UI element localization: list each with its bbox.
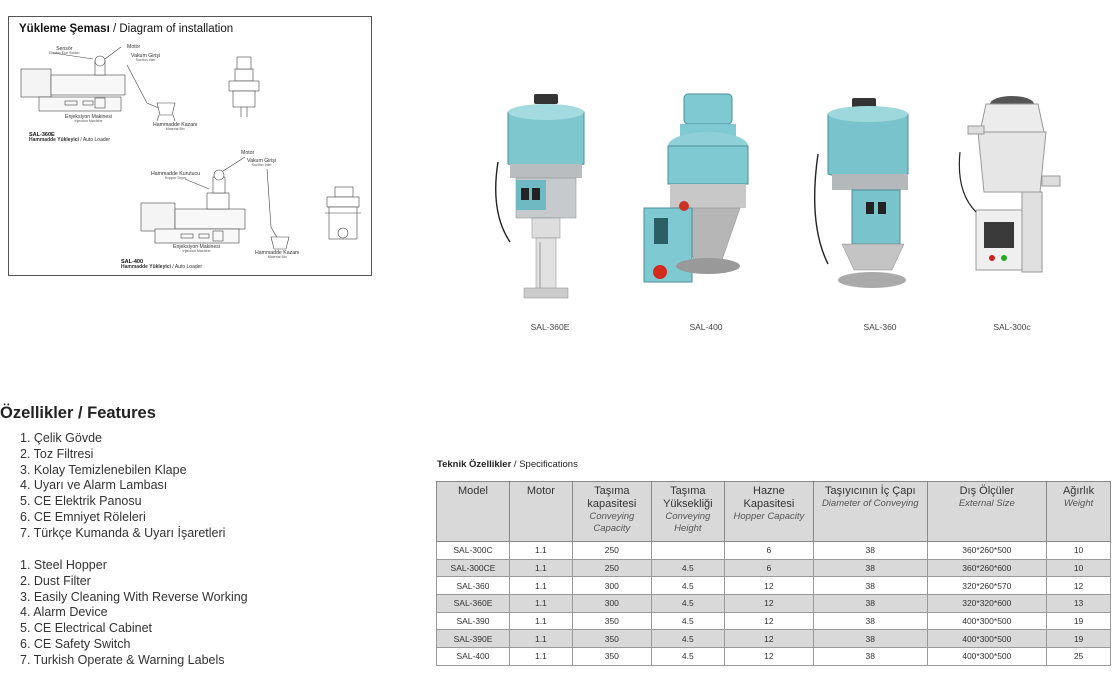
table-cell: 1.1 bbox=[509, 612, 572, 630]
table-cell: 12 bbox=[724, 612, 813, 630]
table-cell: 38 bbox=[814, 612, 928, 630]
label-vacuum-top: Vakum Girişi Suction Inlet bbox=[131, 53, 161, 63]
table-cell: 6 bbox=[724, 559, 813, 577]
table-cell: 10 bbox=[1047, 559, 1111, 577]
table-cell: 1.1 bbox=[509, 595, 572, 613]
table-cell bbox=[651, 542, 724, 560]
table-cell: 4.5 bbox=[651, 577, 724, 595]
table-cell: SAL-390 bbox=[437, 612, 510, 630]
table-cell: SAL-390E bbox=[437, 630, 510, 648]
feature-item: 7. Turkish Operate & Warning Labels bbox=[20, 652, 225, 667]
feature-item: 6. CE Safety Switch bbox=[20, 636, 131, 651]
table-cell: 6 bbox=[724, 542, 813, 560]
installation-diagram bbox=[8, 16, 372, 276]
feature-item: 6. CE Emniyet Röleleri bbox=[20, 509, 146, 524]
label-injection-top: Enjeksiyon Makinesi Injection Machine bbox=[65, 114, 112, 124]
features-list-tr bbox=[20, 431, 225, 542]
table-cell: 12 bbox=[724, 630, 813, 648]
feature-item: 2. Dust Filter bbox=[20, 573, 91, 588]
feature-item: 4. Uyarı ve Alarm Lambası bbox=[20, 478, 168, 493]
specifications-title: Teknik Özellikler / Specifications bbox=[437, 459, 578, 470]
label-vacuum-bottom: Vakum Girişi Suction Inlet bbox=[247, 158, 277, 168]
feature-item: 2. Toz Filtresi bbox=[20, 446, 94, 461]
column-header: Ağırlık Weight bbox=[1047, 482, 1111, 542]
label-material-bottom: Hammadde Kazanı Material Bin bbox=[255, 250, 300, 260]
column-header: Motor bbox=[509, 482, 572, 542]
table-cell: 19 bbox=[1047, 612, 1111, 630]
label-material-top: Hammadde Kazanı Material Bin bbox=[153, 122, 198, 132]
feature-item: 1. Steel Hopper bbox=[20, 558, 107, 572]
table-cell: 1.1 bbox=[509, 648, 572, 666]
table-cell: 10 bbox=[1047, 542, 1111, 560]
table-cell: 1.1 bbox=[509, 559, 572, 577]
diagram-title: Yükleme Şeması / Diagram of installation bbox=[19, 23, 234, 35]
table-cell: 300 bbox=[572, 595, 651, 613]
label-name-top: Hammadde Yükleyici / Auto Loader bbox=[29, 137, 111, 143]
table-header-row bbox=[437, 482, 1111, 542]
table-cell: 38 bbox=[814, 648, 928, 666]
table-cell: 320*320*600 bbox=[927, 595, 1047, 613]
label-motor-bottom: Motor bbox=[241, 150, 255, 156]
table-cell: SAL-360E bbox=[437, 595, 510, 613]
table-cell: 38 bbox=[814, 542, 928, 560]
table-cell: 350 bbox=[572, 630, 651, 648]
table-cell: 4.5 bbox=[651, 612, 724, 630]
table-row bbox=[437, 559, 1111, 577]
table-cell: 350 bbox=[572, 612, 651, 630]
table-row bbox=[437, 648, 1111, 666]
features-title: Özellikler / Features bbox=[0, 404, 156, 422]
table-cell: 250 bbox=[572, 559, 651, 577]
table-cell: 4.5 bbox=[651, 559, 724, 577]
table-cell: 25 bbox=[1047, 648, 1111, 666]
table-cell: SAL-300CE bbox=[437, 559, 510, 577]
table-cell: 19 bbox=[1047, 630, 1111, 648]
table-row bbox=[437, 542, 1111, 560]
label-injection-bottom: Enjeksiyon Makinesi Injection Machine bbox=[173, 244, 220, 254]
label-model-top: SAL-360E bbox=[29, 132, 55, 138]
specifications-table bbox=[436, 481, 1111, 666]
product-image-sal-360e bbox=[488, 92, 588, 308]
table-cell: 400*300*500 bbox=[927, 648, 1047, 666]
table-row bbox=[437, 630, 1111, 648]
table-cell: 1.1 bbox=[509, 577, 572, 595]
table-cell: SAL-400 bbox=[437, 648, 510, 666]
table-cell: SAL-360 bbox=[437, 577, 510, 595]
feature-item: 5. CE Elektrik Panosu bbox=[20, 494, 142, 509]
column-header: Taşıma kapasitesi Conveying Capacity bbox=[572, 482, 651, 542]
product-caption-sal-360e: SAL-360E bbox=[530, 322, 570, 332]
product-caption-sal-300c: SAL-300c bbox=[993, 322, 1031, 332]
table-cell: 12 bbox=[724, 577, 813, 595]
product-image-sal-360 bbox=[808, 94, 918, 292]
table-cell: 12 bbox=[1047, 577, 1111, 595]
table-cell: 38 bbox=[814, 595, 928, 613]
product-image-sal-300c bbox=[956, 92, 1066, 278]
column-header: Taşıyıcının İç Çapı Diameter of Conveying bbox=[814, 482, 928, 542]
table-cell: 4.5 bbox=[651, 648, 724, 666]
table-cell: 4.5 bbox=[651, 595, 724, 613]
table-cell: 400*300*500 bbox=[927, 630, 1047, 648]
label-model-bottom: SAL-400 bbox=[121, 259, 144, 265]
table-cell: 38 bbox=[814, 630, 928, 648]
label-dryer: Hammadde Kurutucu Hopper Dryer bbox=[151, 171, 201, 181]
table-cell: 250 bbox=[572, 542, 651, 560]
label-sensor: Sensör Electric Eye Switch bbox=[49, 46, 80, 56]
table-cell: 320*260*570 bbox=[927, 577, 1047, 595]
label-name-bottom: Hammadde Yükleyici / Auto Loader bbox=[121, 264, 203, 270]
table-cell: 12 bbox=[724, 595, 813, 613]
column-header: Hazne Kapasitesi Hopper Capacity bbox=[724, 482, 813, 542]
table-cell: 400*300*500 bbox=[927, 612, 1047, 630]
product-caption-sal-400: SAL-400 bbox=[689, 322, 723, 332]
table-row bbox=[437, 612, 1111, 630]
table-cell: SAL-300C bbox=[437, 542, 510, 560]
product-image-sal-400 bbox=[640, 90, 760, 290]
table-cell: 12 bbox=[724, 648, 813, 666]
table-cell: 38 bbox=[814, 577, 928, 595]
feature-item: 3. Easily Cleaning With Reverse Working bbox=[20, 589, 248, 604]
feature-item: 1. Çelik Gövde bbox=[20, 431, 102, 445]
table-cell: 13 bbox=[1047, 595, 1111, 613]
table-cell: 1.1 bbox=[509, 542, 572, 560]
features-list-en bbox=[20, 558, 248, 669]
table-cell: 1.1 bbox=[509, 630, 572, 648]
feature-item: 5. CE Electrical Cabinet bbox=[20, 621, 153, 636]
table-cell: 4.5 bbox=[651, 630, 724, 648]
table-cell: 360*260*600 bbox=[927, 559, 1047, 577]
label-motor-top: Motor bbox=[127, 44, 141, 50]
column-header: Model bbox=[437, 482, 510, 542]
table-cell: 350 bbox=[572, 648, 651, 666]
feature-item: 7. Türkçe Kumanda & Uyarı İşaretleri bbox=[20, 525, 226, 540]
column-header: Dış Ölçüler External Size bbox=[927, 482, 1047, 542]
table-row bbox=[437, 577, 1111, 595]
table-cell: 300 bbox=[572, 577, 651, 595]
table-cell: 360*260*500 bbox=[927, 542, 1047, 560]
column-header: Taşıma Yüksekliği Conveying Height bbox=[651, 482, 724, 542]
feature-item: 3. Kolay Temizlenebilen Klape bbox=[20, 462, 187, 477]
table-row bbox=[437, 595, 1111, 613]
feature-item: 4. Alarm Device bbox=[20, 605, 108, 620]
product-caption-sal-360: SAL-360 bbox=[863, 322, 897, 332]
table-cell: 38 bbox=[814, 559, 928, 577]
